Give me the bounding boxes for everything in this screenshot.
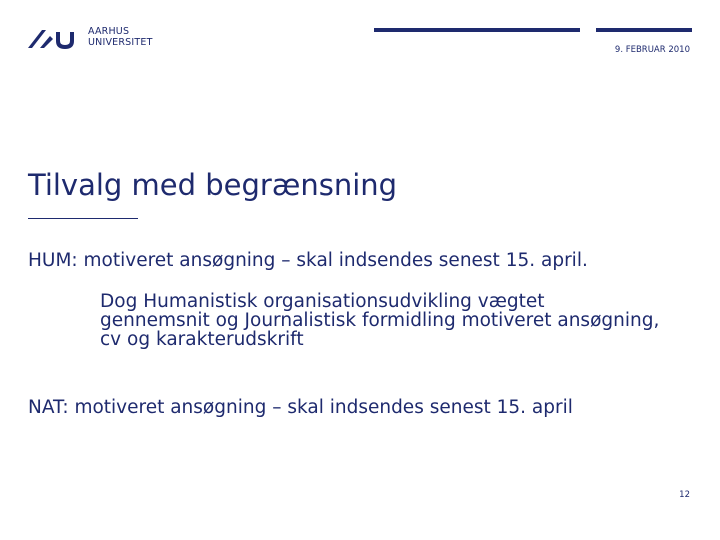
header-bar-long xyxy=(374,28,580,32)
page-number: 12 xyxy=(679,490,690,500)
university-name-line2: UNIVERSITET xyxy=(88,37,153,48)
paragraph-exception: Dog Humanistisk organisationsudvikling vægtet gennemsnit og Journalistisk formidling motiveret ansøgning, cv og karakterudskrift xyxy=(100,291,660,350)
aarhus-university-logo-icon xyxy=(26,26,76,52)
slide-title: Tilvalg med begrænsning xyxy=(28,168,398,202)
title-underline xyxy=(28,218,138,219)
university-name-line1: AARHUS xyxy=(88,26,130,37)
paragraph-nat: NAT: motiveret ansøgning – skal indsendes senest 15. april xyxy=(28,397,573,418)
slide-date: 9. FEBRUAR 2010 xyxy=(614,45,690,55)
university-name xyxy=(88,26,153,48)
paragraph-hum: HUM: motiveret ansøgning – skal indsendes senest 15. april. xyxy=(28,250,588,271)
header-bar-short xyxy=(596,28,692,32)
